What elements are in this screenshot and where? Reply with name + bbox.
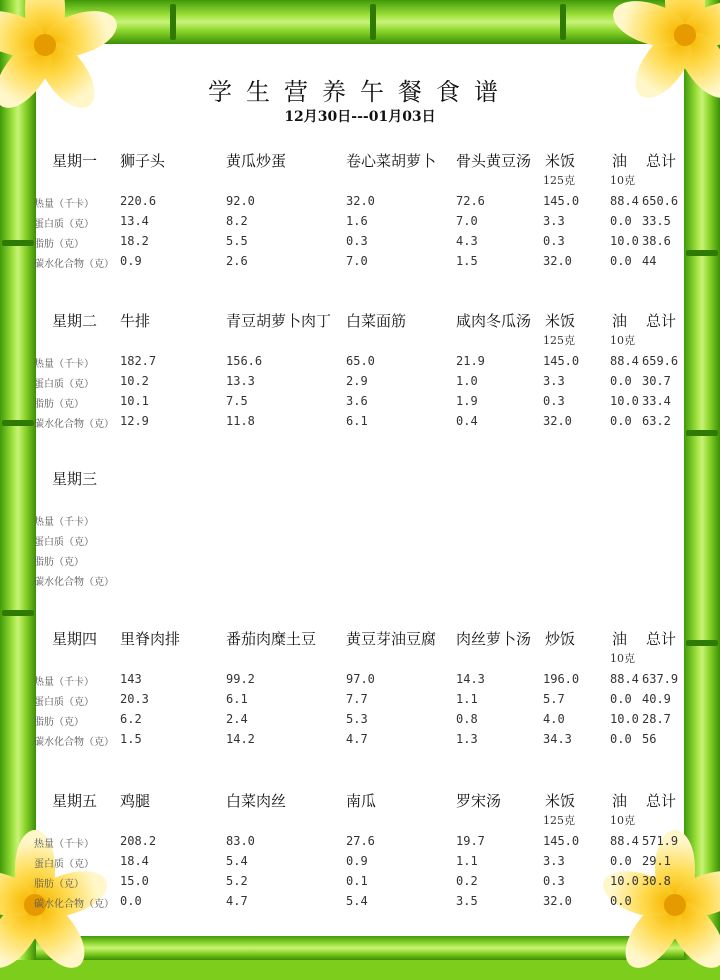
nutrient-value: 5.4 [346, 894, 368, 908]
nutrient-value: 83.0 [226, 834, 255, 848]
nutrient-value: 0.3 [543, 394, 565, 408]
nutrient-value: 182.7 [120, 354, 157, 368]
nutrient-value: 5.7 [543, 692, 565, 706]
day-label: 星期一 [52, 152, 98, 170]
nutrient-value: 10.0 [610, 712, 639, 726]
dish-name: 鸡腿 [120, 792, 151, 810]
nutrient-value: 10.0 [610, 394, 639, 408]
nutrient-value: 32.0 [543, 894, 572, 908]
nutrient-value: 208.2 [120, 834, 157, 848]
nutrient-value: 18.2 [120, 234, 149, 248]
nutrient-value: 0.0 [610, 254, 632, 268]
nutrient-value: 33.4 [642, 394, 671, 408]
nutrient-value: 0.0 [610, 414, 632, 428]
dish-name: 白菜肉丝 [226, 792, 287, 810]
staple-weight: 125克 [543, 334, 575, 347]
staple-weight: 125克 [543, 814, 575, 827]
dish-name: 白菜面筋 [346, 312, 407, 330]
bamboo-node [686, 250, 718, 256]
nutrient-value: 1.3 [456, 732, 478, 746]
nutrient-label: 蛋白质（克） [34, 697, 94, 708]
oil-weight: 10克 [610, 174, 635, 187]
bamboo-node [560, 4, 566, 40]
nutrient-value: 571.9 [642, 834, 679, 848]
nutrient-value: 5.2 [226, 874, 248, 888]
nutrient-value: 659.6 [642, 354, 679, 368]
nutrient-label: 碳水化合物（克） [34, 737, 114, 748]
nutrient-value: 14.2 [226, 732, 255, 746]
nutrient-value: 0.0 [610, 732, 632, 746]
nutrient-value: 88.4 [610, 834, 639, 848]
nutrient-value: 11.8 [226, 414, 255, 428]
dish-name: 青豆胡萝卜肉丁 [226, 312, 332, 330]
nutrient-value: 10.1 [120, 394, 149, 408]
nutrient-value: 2.4 [226, 712, 248, 726]
bamboo-node [170, 4, 176, 40]
nutrient-value: 0.8 [456, 712, 478, 726]
dish-name: 米饭 [545, 312, 576, 330]
nutrient-value: 4.7 [346, 732, 368, 746]
nutrient-value: 29.1 [642, 854, 671, 868]
nutrient-label: 热量（千卡） [34, 199, 94, 210]
nutrient-value: 72.6 [456, 194, 485, 208]
dish-name: 油 [612, 152, 628, 170]
dish-name: 总计 [646, 152, 677, 170]
nutrient-value: 0.0 [120, 894, 142, 908]
nutrient-value: 38.6 [642, 234, 671, 248]
nutrient-value: 637.9 [642, 672, 679, 686]
dish-name: 总计 [646, 630, 677, 648]
nutrient-value: 13.4 [120, 214, 149, 228]
nutrient-value: 4.3 [456, 234, 478, 248]
nutrient-value: 7.0 [346, 254, 368, 268]
nutrient-value: 30.7 [642, 374, 671, 388]
nutrient-value: 32.0 [346, 194, 375, 208]
nutrient-value: 5.3 [346, 712, 368, 726]
nutrient-value: 145.0 [543, 834, 580, 848]
nutrient-value: 145.0 [543, 354, 580, 368]
nutrient-value: 0.0 [610, 374, 632, 388]
nutrient-value: 33.5 [642, 214, 671, 228]
dish-name: 油 [612, 630, 628, 648]
nutrient-label: 蛋白质（克） [34, 379, 94, 390]
nutrient-value: 32.0 [543, 254, 572, 268]
nutrient-label: 脂肪（克） [34, 239, 84, 250]
nutrient-value: 10.0 [610, 874, 639, 888]
nutrient-value: 13.3 [226, 374, 255, 388]
dish-name: 牛排 [120, 312, 151, 330]
bamboo-right [684, 0, 720, 960]
nutrient-label: 脂肪（克） [34, 399, 84, 410]
nutrient-value: 32.0 [543, 414, 572, 428]
nutrient-value: 0.0 [610, 894, 632, 908]
oil-weight: 10克 [610, 814, 635, 827]
dish-name: 南瓜 [346, 792, 377, 810]
day-label: 星期五 [52, 792, 98, 810]
nutrient-label: 碳水化合物（克） [34, 899, 114, 910]
dish-name: 肉丝萝卜汤 [456, 630, 532, 648]
nutrient-value: 0.0 [610, 214, 632, 228]
date-range: 12月30日---01月03日 [284, 109, 436, 125]
dish-name: 油 [612, 312, 628, 330]
nutrient-value: 10.2 [120, 374, 149, 388]
dish-name: 黄瓜炒蛋 [226, 152, 287, 170]
dish-name: 番茄肉糜土豆 [226, 630, 317, 648]
nutrient-value: 6.1 [226, 692, 248, 706]
nutrient-value: 30.8 [642, 874, 671, 888]
dish-name: 油 [612, 792, 628, 810]
nutrient-value: 0.1 [346, 874, 368, 888]
nutrient-value: 15.0 [120, 874, 149, 888]
nutrient-value: 5.5 [226, 234, 248, 248]
nutrient-value: 28.7 [642, 712, 671, 726]
nutrient-label: 碳水化合物（克） [34, 577, 114, 588]
nutrient-value: 0.2 [456, 874, 478, 888]
dish-name: 咸肉冬瓜汤 [456, 312, 532, 330]
oil-weight: 10克 [610, 652, 635, 665]
dish-name: 炒饭 [545, 630, 576, 648]
nutrient-value: 0.4 [456, 414, 478, 428]
dish-name: 罗宋汤 [456, 792, 502, 810]
dish-name: 米饭 [545, 792, 576, 810]
nutrient-value: 650.6 [642, 194, 679, 208]
nutrient-value: 7.0 [456, 214, 478, 228]
nutrient-value: 1.6 [346, 214, 368, 228]
nutrient-value: 92.0 [226, 194, 255, 208]
day-label: 星期四 [52, 630, 98, 648]
nutrient-value: 7.7 [346, 692, 368, 706]
nutrient-value: 18.4 [120, 854, 149, 868]
nutrient-value: 56 [642, 732, 657, 746]
nutrient-value: 1.5 [120, 732, 142, 746]
nutrient-value: 3.3 [543, 374, 565, 388]
nutrient-value: 3.5 [456, 894, 478, 908]
nutrient-value: 3.3 [543, 854, 565, 868]
nutrient-value: 12.9 [120, 414, 149, 428]
nutrient-value: 0.0 [610, 854, 632, 868]
nutrient-value: 0.9 [346, 854, 368, 868]
dish-name: 狮子头 [120, 152, 166, 170]
dish-name: 里脊肉排 [120, 630, 181, 648]
nutrient-label: 热量（千卡） [34, 677, 94, 688]
nutrient-value: 145.0 [543, 194, 580, 208]
nutrient-value: 0.9 [120, 254, 142, 268]
nutrient-value: 14.3 [456, 672, 485, 686]
nutrient-value: 88.4 [610, 672, 639, 686]
nutrient-value: 44 [642, 254, 657, 268]
staple-weight: 125克 [543, 174, 575, 187]
bamboo-node [686, 430, 718, 436]
nutrient-value: 3.3 [543, 214, 565, 228]
nutrient-value: 220.6 [120, 194, 157, 208]
bamboo-node [2, 420, 34, 426]
nutrient-value: 34.3 [543, 732, 572, 746]
nutrient-value: 10.0 [610, 234, 639, 248]
nutrient-value: 0.0 [610, 692, 632, 706]
dish-name: 骨头黄豆汤 [456, 152, 532, 170]
nutrient-value: 97.0 [346, 672, 375, 686]
nutrient-value: 0.3 [543, 874, 565, 888]
nutrient-value: 4.0 [543, 712, 565, 726]
nutrient-value: 21.9 [456, 354, 485, 368]
nutrient-value: 7.5 [226, 394, 248, 408]
nutrient-value: 19.7 [456, 834, 485, 848]
oil-weight: 10克 [610, 334, 635, 347]
nutrient-value: 3.6 [346, 394, 368, 408]
nutrient-value: 1.9 [456, 394, 478, 408]
bamboo-left [0, 0, 36, 960]
nutrient-value: 1.1 [456, 854, 478, 868]
bamboo-node [370, 4, 376, 40]
nutrient-label: 脂肪（克） [34, 557, 84, 568]
dish-name: 黄豆芽油豆腐 [346, 630, 437, 648]
nutrient-label: 脂肪（克） [34, 879, 84, 890]
nutrient-value: 63.2 [642, 414, 671, 428]
nutrient-value: 40.9 [642, 692, 671, 706]
dish-name: 总计 [646, 312, 677, 330]
dish-name: 卷心菜胡萝卜 [346, 152, 437, 170]
nutrient-value: 6.2 [120, 712, 142, 726]
nutrient-label: 热量（千卡） [34, 359, 94, 370]
nutrient-value: 88.4 [610, 354, 639, 368]
nutrient-value: 0.3 [543, 234, 565, 248]
nutrient-value: 5.4 [226, 854, 248, 868]
bamboo-node [2, 610, 34, 616]
nutrient-value: 1.5 [456, 254, 478, 268]
nutrient-value: 143 [120, 672, 142, 686]
nutrient-value: 1.0 [456, 374, 478, 388]
bamboo-node [686, 640, 718, 646]
nutrient-value: 4.7 [226, 894, 248, 908]
nutrient-label: 脂肪（克） [34, 717, 84, 728]
nutrient-value: 8.2 [226, 214, 248, 228]
nutrient-label: 热量（千卡） [34, 839, 94, 850]
nutrient-value: 88.4 [610, 194, 639, 208]
dish-name: 米饭 [545, 152, 576, 170]
nutrient-label: 蛋白质（克） [34, 219, 94, 230]
nutrient-value: 196.0 [543, 672, 580, 686]
nutrient-value: 2.6 [226, 254, 248, 268]
nutrient-value: 20.3 [120, 692, 149, 706]
nutrient-value: 27.6 [346, 834, 375, 848]
nutrient-value: 0.3 [346, 234, 368, 248]
page-title: 学生营养午餐食谱 [208, 78, 512, 106]
bamboo-node [2, 240, 34, 246]
nutrient-label: 碳水化合物（克） [34, 419, 114, 430]
nutrient-value: 156.6 [226, 354, 263, 368]
nutrient-value: 2.9 [346, 374, 368, 388]
nutrient-value: 6.1 [346, 414, 368, 428]
nutrient-value: 1.1 [456, 692, 478, 706]
nutrient-label: 蛋白质（克） [34, 537, 94, 548]
nutrient-value: 99.2 [226, 672, 255, 686]
day-label: 星期二 [52, 312, 98, 330]
day-label: 星期三 [52, 470, 98, 488]
nutrient-label: 热量（千卡） [34, 517, 94, 528]
nutrient-value: 65.0 [346, 354, 375, 368]
nutrient-label: 碳水化合物（克） [34, 259, 114, 270]
dish-name: 总计 [646, 792, 677, 810]
nutrient-label: 蛋白质（克） [34, 859, 94, 870]
